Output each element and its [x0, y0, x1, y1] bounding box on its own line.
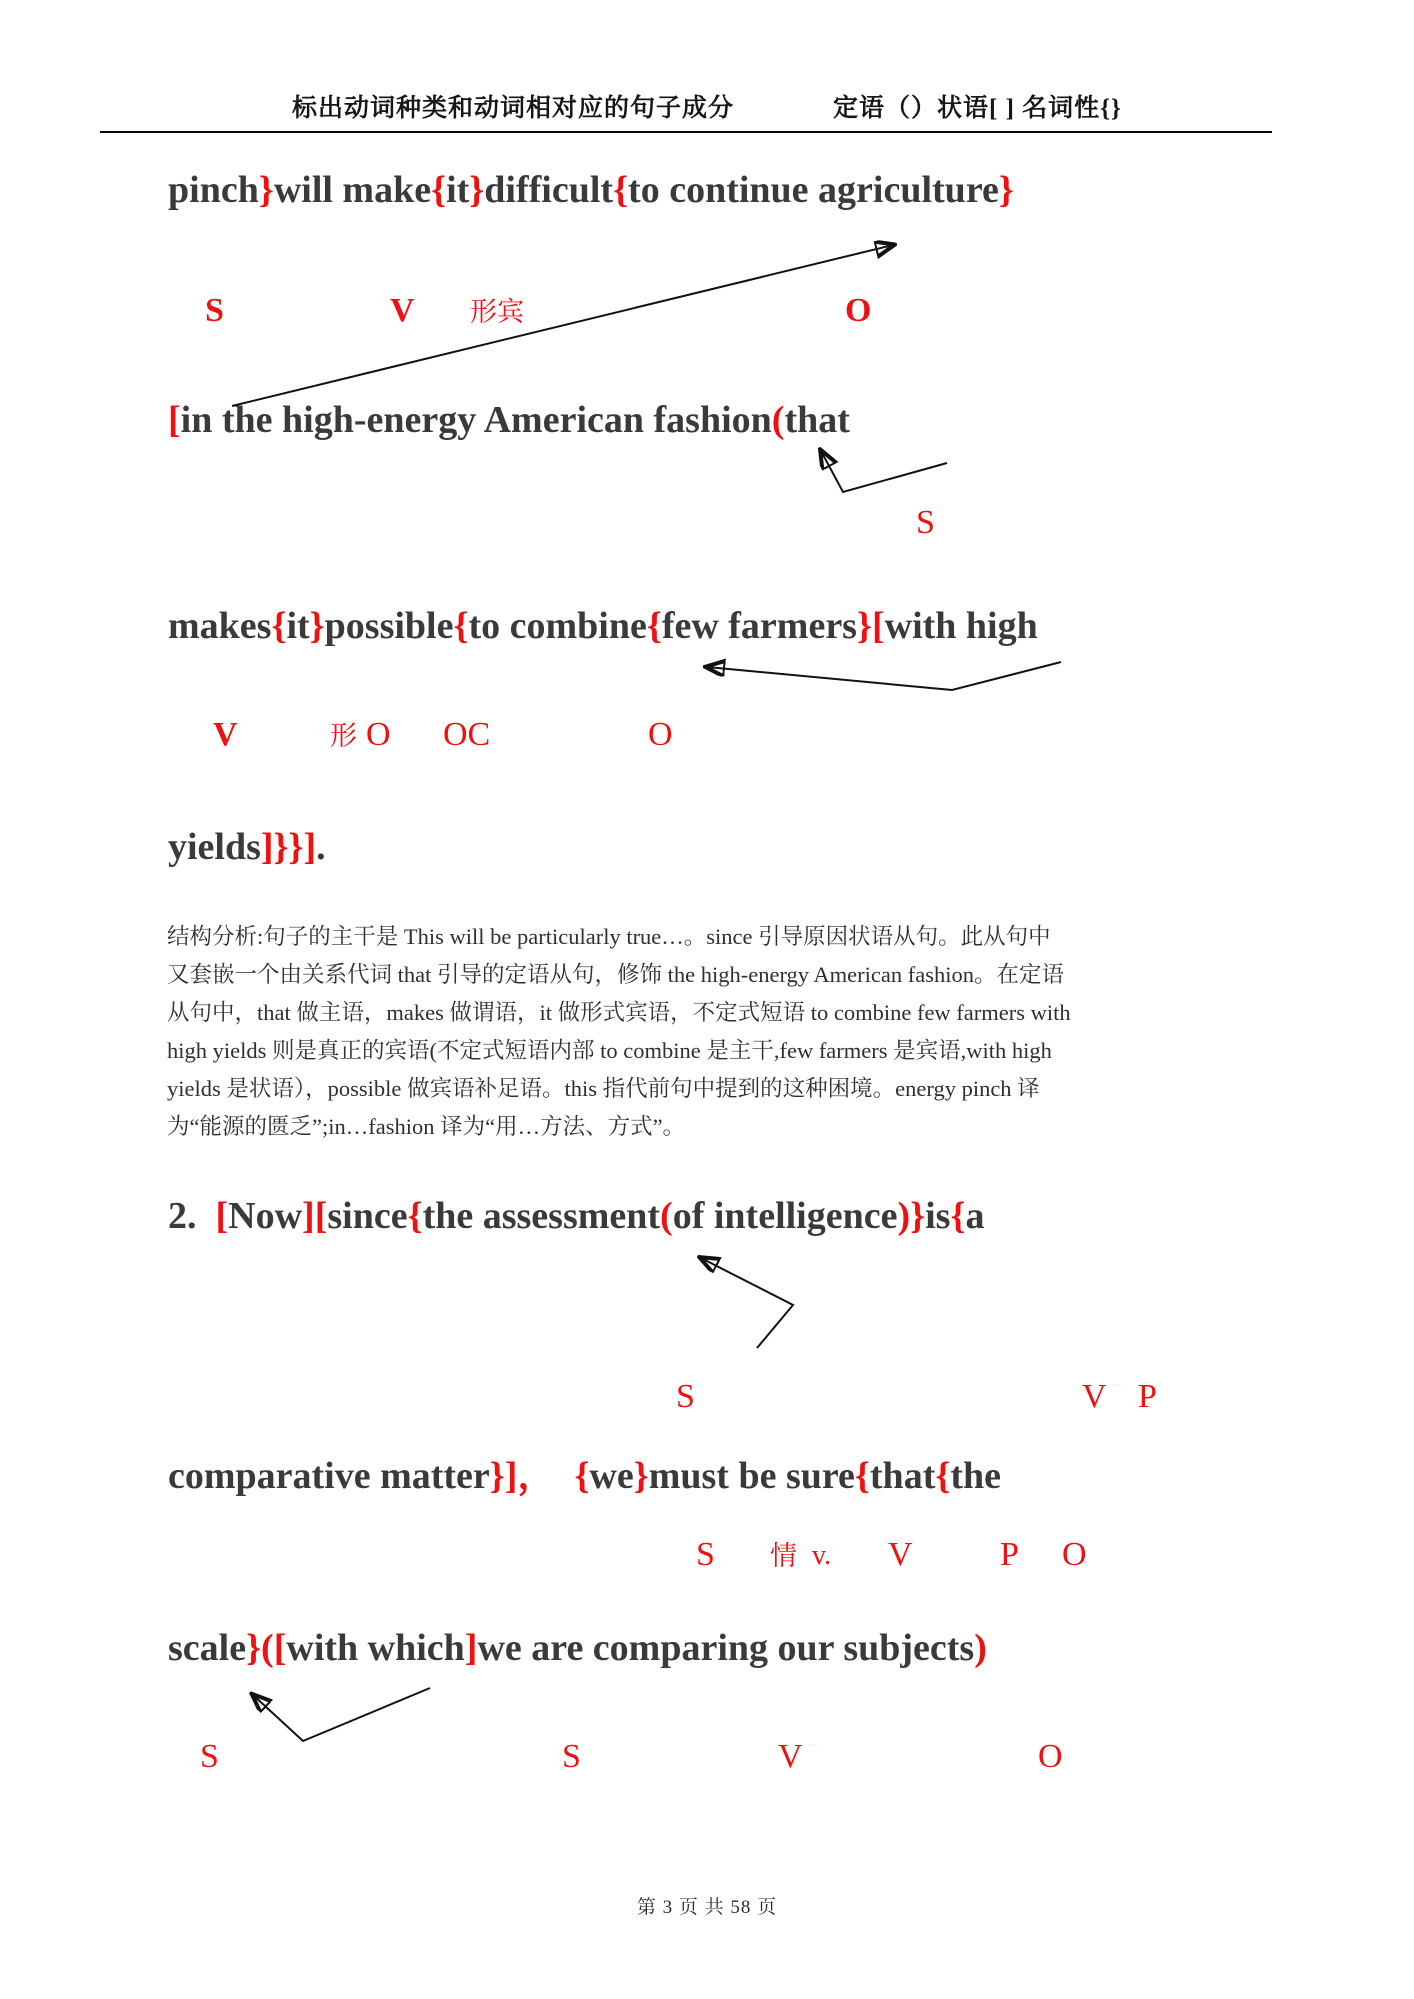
grammar-labels-row-6 — [0, 1738, 1414, 1784]
analysis-paragraph — [167, 918, 1257, 1146]
grammar-label: V — [390, 292, 415, 329]
sentence-text: pinch — [168, 169, 259, 211]
grammar-label: v. — [812, 1540, 832, 1571]
analysis-line: yields 是状语），possible 做宾语补足语。this 指代前句中提到的这种困境。energy pinch 译 — [167, 1076, 1040, 1101]
sentence-text: to combine — [468, 605, 647, 647]
analysis-line: 从句中，that 做主语，makes 做谓语，it 做形式宾语，不定式短语 to combine few farmers with — [167, 1000, 1071, 1025]
arrow-with-to-combine — [707, 662, 1061, 690]
bracket-mark: ( — [660, 1195, 673, 1237]
sentence-line-4 — [168, 827, 326, 869]
sentence-text: that — [869, 1455, 936, 1497]
grammar-label: 形 — [330, 721, 357, 751]
sentence-text — [555, 1455, 574, 1497]
bracket-mark: } — [633, 1455, 649, 1497]
bracket-mark: }[ — [856, 605, 885, 647]
bracket-mark: { — [574, 1455, 590, 1497]
grammar-labels-row-3 — [0, 716, 1414, 762]
bracket-mark: { — [613, 169, 629, 211]
sentence-text: makes — [168, 605, 272, 647]
bracket-mark: { — [646, 605, 662, 647]
grammar-label: 情 — [770, 1541, 797, 1571]
sentence-text: yields — [168, 826, 261, 868]
sentence-text: difficult — [484, 169, 614, 211]
sentence-text: few farmers — [661, 605, 857, 647]
arrow-s-to-that — [821, 451, 947, 492]
bracket-mark: ) — [974, 1627, 987, 1669]
grammar-label: 形宾 — [470, 297, 524, 327]
grammar-label: O — [1062, 1536, 1087, 1573]
sentence-line-6 — [168, 1456, 1001, 1498]
bracket-mark: ] — [464, 1627, 478, 1669]
sentence-text: of intelligence — [672, 1195, 898, 1237]
sentence-text: with high — [884, 605, 1038, 647]
grammar-label: O — [845, 292, 872, 329]
sentence-text: 2. — [168, 1195, 216, 1237]
grammar-label: O — [366, 716, 391, 753]
arrow-which-to-scale — [253, 1688, 430, 1741]
bracket-mark: ][ — [302, 1195, 328, 1237]
sentence-line-1 — [168, 170, 1014, 212]
bracket-mark: { — [935, 1455, 951, 1497]
bracket-mark: [ — [168, 399, 181, 441]
sentence-text: scale — [168, 1627, 247, 1669]
sentence-text: must be sure — [648, 1455, 855, 1497]
sentence-line-2 — [168, 400, 850, 442]
bracket-mark: { — [271, 605, 287, 647]
bracket-mark: }([ — [246, 1627, 287, 1669]
bracket-mark: )} — [897, 1195, 926, 1237]
grammar-label: O — [648, 716, 673, 753]
grammar-label: S — [696, 1536, 715, 1573]
sentence-text: Now — [228, 1195, 303, 1237]
header-left-title: 标出动词种类和动词相对应的句子成分 — [292, 95, 735, 122]
sentence-text: possible — [324, 605, 454, 647]
sentence-text: we are comparing our subjects — [477, 1627, 975, 1669]
sentence-text: since — [327, 1195, 408, 1237]
sentence-text: it — [446, 169, 470, 211]
sentence-text: is — [925, 1195, 951, 1237]
sentence-text: that — [784, 399, 850, 441]
bracket-mark: { — [407, 1195, 423, 1237]
bracket-mark: { — [854, 1455, 870, 1497]
sentence-text: the assessment — [422, 1195, 661, 1237]
grammar-labels-row-2 — [0, 504, 1414, 550]
bracket-mark: { — [453, 605, 469, 647]
sentence-line-5 — [168, 1196, 984, 1238]
grammar-label: S — [205, 292, 224, 329]
arrow-s-to-assessment — [701, 1258, 793, 1348]
sentence-line-3 — [168, 606, 1038, 648]
sentence-text: it — [286, 605, 310, 647]
analysis-line: 结构分析:句子的主干是 This will be particularly true…。since 引导原因状语从句。此从句中 — [167, 924, 1051, 949]
sentence-text: in the high-energy American fashion — [180, 399, 772, 441]
sentence-text: . — [316, 826, 326, 868]
page-footer: 第 3 页 共 58 页 — [636, 1897, 778, 1918]
bracket-mark: { — [431, 169, 447, 211]
sentence-text: comparative matter — [168, 1455, 490, 1497]
grammar-label: V — [213, 716, 238, 753]
sentence-text: to continue agriculture — [628, 169, 999, 211]
bracket-mark: } — [258, 169, 274, 211]
sentence-text: with which — [286, 1627, 465, 1669]
grammar-label: V — [888, 1536, 913, 1573]
grammar-label: O — [1038, 1738, 1063, 1775]
bracket-mark: { — [950, 1195, 966, 1237]
analysis-line: high yields 则是真正的宾语(不定式短语内部 to combine 是主干,few farmers 是宾语,with high — [167, 1038, 1052, 1063]
bracket-mark: } — [309, 605, 325, 647]
sentence-text: we — [589, 1455, 634, 1497]
bracket-mark: ]}}] — [260, 826, 317, 868]
analysis-line: 为“能源的匮乏”;in…fashion 译为“用…方法、方式”。 — [167, 1114, 686, 1139]
grammar-label: S — [676, 1378, 695, 1415]
bracket-mark: }]， — [489, 1455, 556, 1497]
sentence-text: the — [950, 1455, 1001, 1497]
header-rule — [100, 131, 1272, 133]
bracket-mark: } — [469, 169, 485, 211]
grammar-label: OC — [443, 716, 491, 753]
grammar-label: S — [200, 1738, 219, 1775]
grammar-label: V — [778, 1738, 803, 1775]
sentence-line-7 — [168, 1628, 987, 1670]
grammar-label: P — [1000, 1536, 1019, 1573]
bracket-mark: } — [998, 169, 1014, 211]
grammar-labels-row-1 — [0, 292, 1414, 338]
grammar-label: S — [916, 504, 935, 541]
grammar-labels-row-5 — [0, 1536, 1414, 1582]
bracket-mark: ( — [771, 399, 785, 441]
grammar-labels-row-4 — [0, 1378, 1414, 1424]
header-right-legend: 定语（）状语[ ] 名词性{} — [833, 95, 1122, 122]
bracket-mark: [ — [215, 1195, 229, 1237]
grammar-label: V — [1082, 1378, 1107, 1415]
grammar-label: S — [562, 1738, 581, 1775]
sentence-text: will make — [273, 169, 432, 211]
analysis-line: 又套嵌一个由关系代词 that 引导的定语从句，修饰 the high-energy American fashion。在定语 — [167, 962, 1064, 987]
sentence-text: a — [965, 1195, 985, 1237]
grammar-label: P — [1138, 1378, 1157, 1415]
